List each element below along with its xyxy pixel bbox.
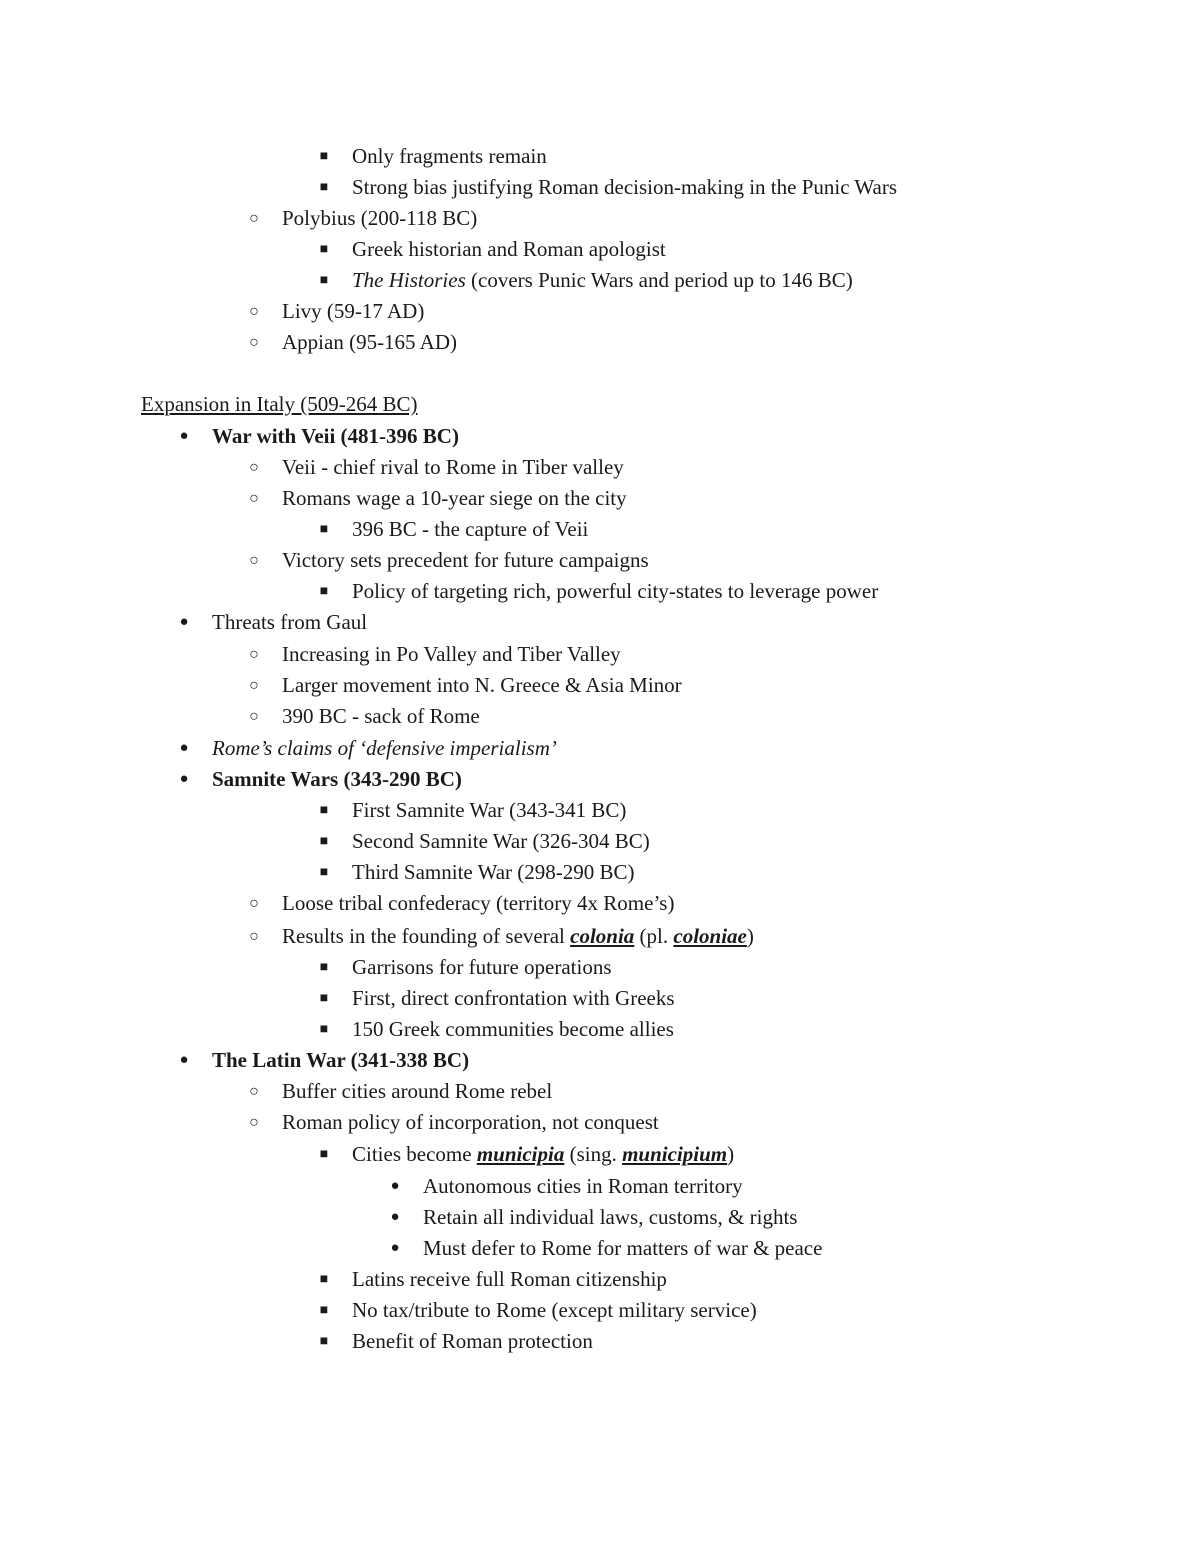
list-item-text: Strong bias justifying Roman decision-making in the Punic Wars [352, 175, 898, 199]
list-item-text: Livy (59-17 AD) [282, 299, 425, 323]
list-item-text: Second Samnite War (326-304 BC) [352, 829, 650, 853]
list-item-text: Romans wage a 10-year siege on the city [282, 486, 627, 510]
disc-bullet-icon: ● [179, 428, 189, 444]
list-item-text: Appian (95-165 AD) [282, 330, 457, 354]
disc-bullet-icon: ● [179, 771, 189, 787]
square-bullet-icon: ■ [319, 180, 329, 195]
square-bullet-icon: ■ [319, 522, 329, 537]
square-bullet-icon: ■ [319, 960, 329, 975]
list-item-text: War with Veii (481-396 BC) [212, 424, 459, 448]
list-item-text: Buffer cities around Rome rebel [282, 1079, 553, 1103]
list-item-text: First, direct confrontation with Greeks [352, 986, 675, 1010]
term-colonia: colonia [570, 924, 635, 948]
disc-bullet-icon: ● [179, 1052, 189, 1068]
list-item-text: Threats from Gaul [212, 610, 368, 634]
circle-bullet-icon: ○ [249, 928, 259, 945]
disc-bullet-icon: ● [390, 1209, 400, 1225]
text-run: Cities become [352, 1142, 477, 1166]
text-run: (pl. [634, 924, 674, 948]
list-item-text: Greek historian and Roman apologist [352, 237, 666, 261]
list-item-text: The Latin War (341-338 BC) [212, 1048, 470, 1072]
book-description: (covers Punic Wars and period up to 146 BC) [465, 268, 853, 292]
square-bullet-icon: ■ [319, 584, 329, 599]
circle-bullet-icon: ○ [249, 303, 259, 320]
text-run: ) [746, 924, 754, 948]
text-run: Results in the founding of several [282, 924, 571, 948]
circle-bullet-icon: ○ [249, 210, 259, 227]
circle-bullet-icon: ○ [249, 459, 259, 476]
term-municipia: municipia [476, 1142, 565, 1166]
disc-bullet-icon: ● [179, 614, 189, 630]
list-item-text: 390 BC - sack of Rome [282, 704, 480, 728]
book-title: The Histories [352, 268, 466, 292]
disc-bullet-icon: ● [390, 1240, 400, 1256]
list-item-text: 150 Greek communities become allies [352, 1017, 674, 1041]
square-bullet-icon: ■ [319, 1022, 329, 1037]
list-item-text: Autonomous cities in Roman territory [423, 1174, 743, 1198]
list-item-text: Benefit of Roman protection [352, 1329, 593, 1353]
list-item-text [282, 921, 754, 952]
list-item-text: Policy of targeting rich, powerful city-states to leverage power [352, 579, 879, 603]
square-bullet-icon: ■ [319, 273, 329, 288]
square-bullet-icon: ■ [319, 149, 329, 164]
list-item-text: Veii - chief rival to Rome in Tiber valley [282, 455, 624, 479]
list-item-text: Roman policy of incorporation, not conquest [282, 1110, 659, 1134]
list-item-text: Retain all individual laws, customs, & rights [423, 1205, 798, 1229]
text-run: (sing. [564, 1142, 623, 1166]
list-item-text: Victory sets precedent for future campaigns [282, 548, 649, 572]
square-bullet-icon: ■ [319, 834, 329, 849]
disc-bullet-icon: ● [390, 1178, 400, 1194]
list-item-text: Latins receive full Roman citizenship [352, 1267, 667, 1291]
list-item-text: Third Samnite War (298-290 BC) [352, 860, 635, 884]
list-item-text: Samnite Wars (343-290 BC) [212, 767, 462, 791]
square-bullet-icon: ■ [319, 865, 329, 880]
square-bullet-icon: ■ [319, 1303, 329, 1318]
circle-bullet-icon: ○ [249, 552, 259, 569]
list-item-text [352, 265, 853, 296]
square-bullet-icon: ■ [319, 242, 329, 257]
circle-bullet-icon: ○ [249, 334, 259, 351]
circle-bullet-icon: ○ [249, 490, 259, 507]
square-bullet-icon: ■ [319, 1272, 329, 1287]
text-run: ) [727, 1142, 735, 1166]
square-bullet-icon: ■ [319, 1334, 329, 1349]
square-bullet-icon: ■ [319, 991, 329, 1006]
list-item-text: 396 BC - the capture of Veii [352, 517, 589, 541]
list-item-text: Only fragments remain [352, 144, 547, 168]
circle-bullet-icon: ○ [249, 677, 259, 694]
circle-bullet-icon: ○ [249, 895, 259, 912]
square-bullet-icon: ■ [319, 1147, 329, 1162]
list-item-text: Polybius (200-118 BC) [282, 206, 478, 230]
circle-bullet-icon: ○ [249, 1114, 259, 1131]
list-item-text [352, 1139, 734, 1170]
list-item-text: No tax/tribute to Rome (except military service) [352, 1298, 757, 1322]
circle-bullet-icon: ○ [249, 646, 259, 663]
square-bullet-icon: ■ [319, 803, 329, 818]
disc-bullet-icon: ● [179, 740, 189, 756]
list-item-text: Must defer to Rome for matters of war & peace [423, 1236, 823, 1260]
list-item-text: Increasing in Po Valley and Tiber Valley [282, 642, 621, 666]
term-municipium: municipium [622, 1142, 728, 1166]
list-item-text: First Samnite War (343-341 BC) [352, 798, 627, 822]
list-item-text: Loose tribal confederacy (territory 4x Rome’s) [282, 891, 675, 915]
circle-bullet-icon: ○ [249, 708, 259, 725]
section-heading-text: Expansion in Italy (509-264 BC) [141, 392, 418, 416]
list-item-text: Larger movement into N. Greece & Asia Minor [282, 673, 682, 697]
term-coloniae: coloniae [673, 924, 747, 948]
circle-bullet-icon: ○ [249, 1083, 259, 1100]
list-item-text: Garrisons for future operations [352, 955, 612, 979]
list-item-text: Rome’s claims of ‘defensive imperialism’ [212, 736, 557, 760]
